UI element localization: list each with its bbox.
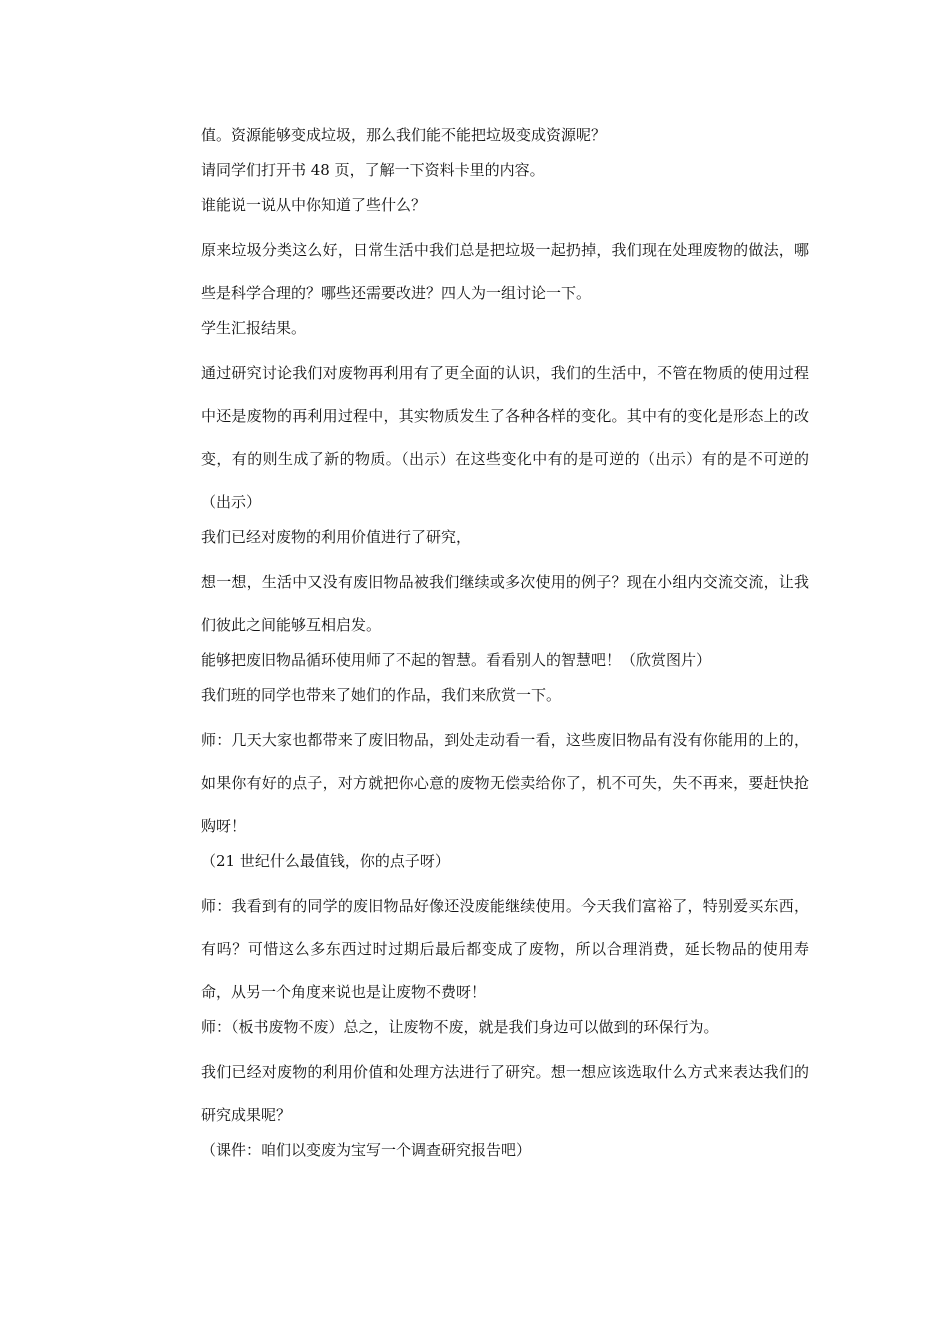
paragraph: 我们已经对废物的利用价值进行了研究，	[201, 528, 472, 546]
paragraph: 师：几天大家也都带来了废旧物品，到处走动看一看，这些废旧物品有没有你能用的上的，如果你有好的点子，对方就把你心意的废物无偿卖给你了，机不可失，失不再来，要赶快抢购呀！	[201, 731, 809, 835]
paragraph: 值。资源能够变成垃圾，那么我们能不能把垃圾变成资源呢？	[201, 126, 607, 144]
paragraph: 师：我看到有的同学的废旧物品好像还没废能继续使用。今天我们富裕了，特别爱买东西，有吗？可惜这么多东西过时过期后最后都变成了废物，所以合理消费，延长物品的使用寿命，从另一个角度来说也是让废物不费呀！	[201, 897, 809, 1001]
paragraph: 谁能说一说从中你知道了些什么？	[201, 196, 427, 214]
paragraph: 原来垃圾分类这么好，日常生活中我们总是把垃圾一起扔掉，我们现在处理废物的做法，哪些是科学合理的？哪些还需要改进？四人为一组讨论一下。	[201, 241, 809, 302]
paragraph: 师：（板书废物不废）总之，让废物不废，就是我们身边可以做到的环保行为。	[201, 1018, 719, 1036]
paragraph: 学生汇报结果。	[201, 319, 307, 337]
paragraph: 我们班的同学也带来了她们的作品，我们来欣赏一下。	[201, 686, 562, 704]
paragraph: （课件：咱们以变废为宝写一个调查研究报告吧）	[201, 1141, 532, 1159]
paragraph: 能够把废旧物品循环使用师了不起的智慧。看看别人的智慧吧！（欣赏图片）	[201, 651, 712, 669]
paragraph: 我们已经对废物的利用价值和处理方法进行了研究。想一想应该选取什么方式来表达我们的研究成果呢？	[201, 1063, 809, 1124]
paragraph: 请同学们打开书 48 页，了解一下资料卡里的内容。	[201, 161, 545, 179]
paragraph: 想一想，生活中又没有废旧物品被我们继续或多次使用的例子？现在小组内交流交流，让我们彼此之间能够互相启发。	[201, 573, 809, 634]
paragraph: 通过研究讨论我们对废物再利用有了更全面的认识，我们的生活中，不管在物质的使用过程中还是废物的再利用过程中，其实物质发生了各种各样的变化。其中有的变化是形态上的改变，有的则生成了新的物质。（出示）在这些变化中有的是可逆的（出示）有的是不可逆的（出示）	[201, 364, 809, 511]
document-body	[201, 124, 809, 1174]
paragraph: （21 世纪什么最值钱，你的点子呀）	[201, 852, 450, 870]
